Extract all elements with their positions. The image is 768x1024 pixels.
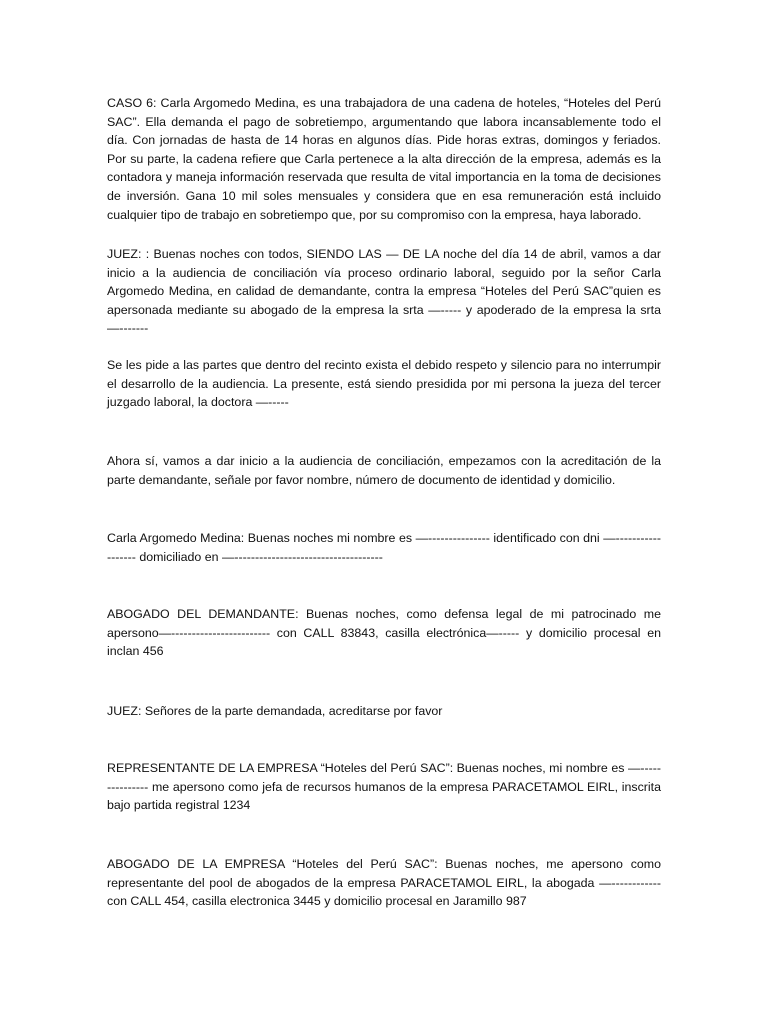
conciliation-start-paragraph: Ahora sí, vamos a dar inicio a la audiencia de conciliación, empezamos con la acreditación de la parte demandante, señale por favor nombre, número de documento de identidad y domicilio.	[107, 454, 661, 487]
case-description-paragraph: CASO 6: Carla Argomedo Medina, es una trabajadora de una cadena de hoteles, “Hoteles del Perú SAC”. Ella demanda el pago de sobretiempo, argumentando que labora incansablemente todo el día. Con jornadas de hasta de 14 horas en algunos días. Pide horas extras, domingos y feriados. Por su parte, la cadena refiere que Carla pertenece a la alta dirección de la empresa, además es la contadora y maneja información reservada que resulta de vital importancia en la toma de decisiones de inversión. Gana 10 mil soles mensuales y considera que en esa remuneración está incluido cualquier tipo de trabajo en sobretiempo que, por su compromiso con la empresa, haya laborado.	[107, 96, 661, 222]
judge-defendant-request-paragraph: JUEZ: Señores de la parte demandada, acreditarse por favor	[107, 704, 443, 718]
plaintiff-lawyer-paragraph: ABOGADO DEL DEMANDANTE: Buenas noches, como defensa legal de mi patrocinado me apersono—------------------------ con CALL 83843, casilla electrónica—----- y domicilio procesal en inclan 456	[107, 607, 661, 659]
plaintiff-identification-paragraph: Carla Argomedo Medina: Buenas noches mi nombre es —--------------- identificado con dni —------------------ domiciliado en —------------------------------------	[107, 531, 661, 564]
judge-opening-paragraph: JUEZ: : Buenas noches con todos, SIENDO LAS — DE LA noche del día 14 de abril, vamos a dar inicio a la audiencia de conciliación vía proceso ordinario laboral, seguido por la señor Carla Argomedo Medina, en calidad de demandante, contra la empresa “Hoteles del Perú SAC”quien es apersonada mediante su abogado de la empresa la srta —----- y apoderado de la empresa la srta —-------	[107, 247, 661, 336]
judge-respect-paragraph: Se les pide a las partes que dentro del recinto exista el debido respeto y silencio para no interrumpir el desarrollo de la audiencia. La presente, está siendo presidida por mi persona la jueza del tercer juzgado laboral, la doctora —-----	[107, 358, 661, 410]
company-lawyer-paragraph: ABOGADO DE LA EMPRESA “Hoteles del Perú SAC”: Buenas noches, me apersono como representante del pool de abogados de la empresa PARACETAMOL EIRL, la abogada —------------ con CALL 454, casilla electronica 3445 y domicilio procesal en Jaramillo 987	[107, 857, 661, 909]
company-representative-paragraph: REPRESENTANTE DE LA EMPRESA “Hoteles del Perú SAC”: Buenas noches, mi nombre es —--------------- me apersono como jefa de recursos humanos de la empresa PARACETAMOL EIRL, inscrita bajo partida registral 1234	[107, 761, 661, 813]
